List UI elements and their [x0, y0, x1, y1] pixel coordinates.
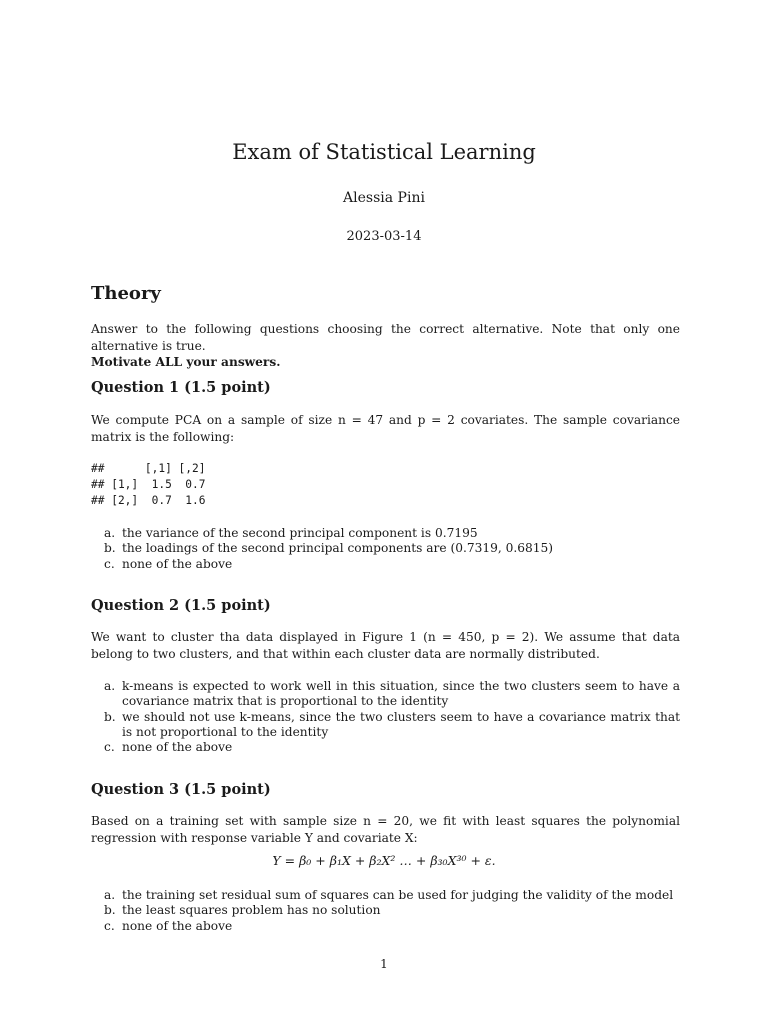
instructions-text: Answer to the following questions choosing the correct alternative. Note that only one alternative is true. — [91, 322, 680, 353]
theory-instructions — [91, 321, 680, 371]
option-text: none of the above — [122, 740, 233, 755]
option-text: the training set residual sum of squares can be used for judging the validity of the model — [122, 888, 674, 902]
instructions-bold: Motivate ALL your answers. — [91, 355, 281, 369]
option-a — [104, 888, 680, 903]
option-b — [104, 903, 680, 918]
option-b — [104, 541, 680, 556]
option-marker: b. — [104, 903, 116, 918]
covariance-matrix-output — [91, 461, 206, 509]
option-marker: a. — [104, 888, 116, 902]
option-b — [104, 710, 680, 741]
question-3-heading: Question 3 (1.5 point) — [91, 781, 271, 798]
question-1-options — [104, 526, 680, 572]
option-text: none of the above — [122, 918, 233, 933]
option-marker: c. — [104, 740, 115, 755]
option-marker: b. — [104, 541, 116, 556]
option-a — [104, 679, 680, 710]
page-number: 1 — [380, 957, 388, 971]
option-text: none of the above — [122, 556, 233, 571]
question-3-text: Based on a training set with sample size n = 20, we fit with least squares the polynomial regression with response variable Y and covariate X: — [91, 814, 680, 845]
document-author: Alessia Pini — [343, 190, 425, 206]
code-line: ## [1,] 1.5 0.7 — [91, 478, 206, 491]
question-2-options — [104, 679, 680, 755]
option-marker: a. — [104, 526, 116, 540]
option-marker: b. — [104, 709, 116, 724]
question-2-heading: Question 2 (1.5 point) — [91, 597, 271, 614]
question-2-text: We want to cluster tha data displayed in Figure 1 (n = 450, p = 2). We assume that data belong to two clusters, and that within each cluster data are normally distributed. — [91, 630, 680, 661]
question-3-options — [104, 888, 680, 934]
document-title: Exam of Statistical Learning — [232, 140, 536, 164]
regression-equation: Y = β₀ + β₁X + β₂X² … + β₃₀X³⁰ + ε. — [272, 853, 496, 868]
document-date: 2023-03-14 — [346, 229, 422, 244]
code-line: ## [2,] 0.7 1.6 — [91, 494, 206, 507]
option-marker: a. — [104, 679, 116, 693]
option-c — [104, 557, 680, 572]
question-1-heading: Question 1 (1.5 point) — [91, 379, 271, 396]
option-a — [104, 526, 680, 541]
option-marker: c. — [104, 556, 115, 571]
option-text: we should not use k-means, since the two clusters seem to have a covariance matrix that is not proportional to the identity — [122, 709, 680, 739]
option-text: the variance of the second principal component is 0.7195 — [122, 526, 478, 540]
code-line: ## [,1] [,2] — [91, 462, 206, 475]
option-marker: c. — [104, 918, 115, 933]
option-c — [104, 740, 680, 755]
option-text: k-means is expected to work well in this situation, since the two clusters seem to have a covariance matrix that is proportional to the identity — [122, 679, 680, 709]
section-heading-theory: Theory — [91, 283, 161, 304]
option-text: the loadings of the second principal components are (0.7319, 0.6815) — [122, 541, 553, 556]
option-text: the least squares problem has no solution — [122, 903, 381, 918]
question-1-text: We compute PCA on a sample of size n = 47 and p = 2 covariates. The sample covariance matrix is the following: — [91, 413, 680, 444]
option-c — [104, 919, 680, 934]
